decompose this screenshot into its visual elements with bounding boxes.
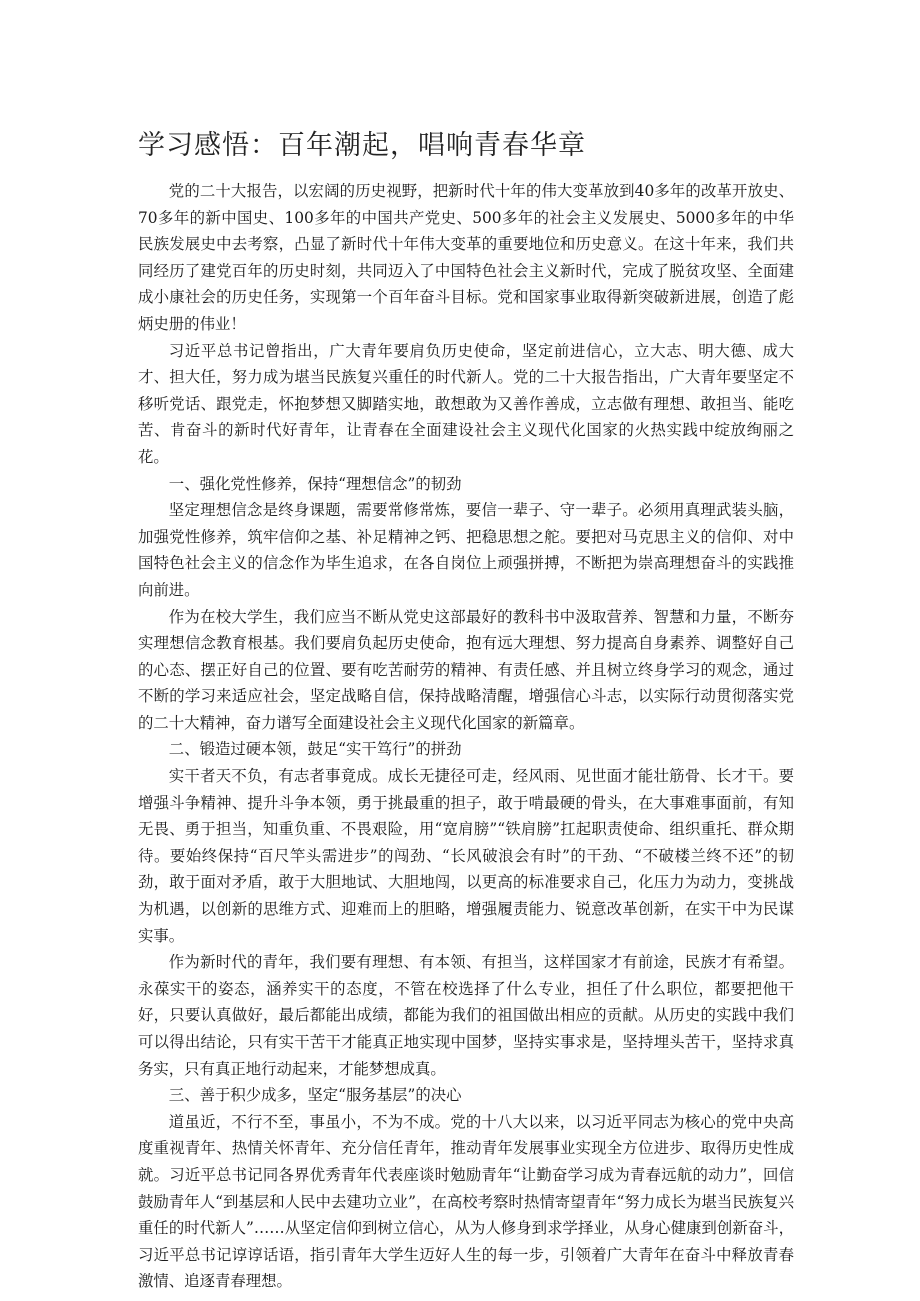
section-heading-1: 一、强化党性修养，保持“理想信念”的韧劲 [168,474,462,493]
document-title: 学习感悟：百年潮起，唱响青春华章 [138,130,586,161]
paragraph-1: 党的二十大报告，以宏阔的历史视野，把新时代十年的伟大变革放到40多年的改革开放史、70多年的新中国史、100多年的中国共产党史、500多年的社会主义发展史、5000多年的中华民族发展史中去考察，凸显了新时代十年伟大变革的重要地位和历史意义。在这十年来，我们共同经历了建党百年的历史时刻，共同迈入了中国特色社会主义新时代，完成了脱贫攻坚、全面建成小康社会的历史任务，实现第一个百年奋斗目标。党和国家事业取得新突破新进展，创造了彪炳史册的伟业！ [138,182,794,333]
section-heading-2: 二、锻造过硬本领，鼓足“实干笃行”的拼劲 [168,740,462,759]
document-page [138,124,794,1295]
paragraph-2: 习近平总书记曾指出，广大青年要肩负历史使命，坚定前进信心，立大志、明大德、成大才、担大任，努力成为堪当民族复兴重任的时代新人。党的二十大报告指出，广大青年要坚定不移听党话、跟党走，怀抱梦想又脚踏实地，敢想敢为又善作善成，立志做有理想、敢担当、能吃苦、肯奋斗的新时代好青年，让青春在全面建设社会主义现代化国家的火热实践中绽放绚丽之花。 [138,341,794,466]
section-heading-3: 三、善于积少成多，坚定“服务基层”的决心 [168,1086,462,1105]
paragraph-5: 实干者天不负，有志者事竟成。成长无捷径可走，经风雨、见世面才能壮筋骨、长才干。要增强斗争精神、提升斗争本领，勇于挑最重的担子，敢于啃最硬的骨头，在大事难事面前，有知无畏、勇于担当，知重负重、不畏艰险，用“宽肩膀”“铁肩膀”扛起职责使命、组织重托、群众期待。要始终保持“百尺竿头需进步”的闯劲、“长风破浪会有时”的干劲、“不破楼兰终不还”的韧劲，敢于面对矛盾，敢于大胆地试、大胆地闯，以更高的标准要求自己，化压力为动力，变挑战为机遇，以创新的思维方式、迎难而上的胆略，增强履责能力、锐意改革创新，在实干中为民谋实事。 [138,767,794,945]
paragraph-4: 作为在校大学生，我们应当不断从党史这部最好的教科书中汲取营养、智慧和力量，不断夯实理想信念教育根基。我们要肩负起历史使命，抱有远大理想、努力提高自身素养、调整好自己的心态、摆正好自己的位置、要有吃苦耐劳的精神、有责任感、并且树立终身学习的观念，通过不断的学习来适应社会，坚定战略自信，保持战略清醒，增强信心斗志，以实际行动贯彻落实党的二十大精神，奋力谱写全面建设社会主义现代化国家的新篇章。 [138,607,794,732]
document-body [138,178,794,1295]
paragraph-7: 道虽近，不行不至，事虽小，不为不成。党的十八大以来，以习近平同志为核心的党中央高度重视青年、热情关怀青年、充分信任青年，推动青年发展事业实现全方位进步、取得历史性成就。习近平总书记同各界优秀青年代表座谈时勉励青年“让勤奋学习成为青春远航的动力”，回信鼓励青年人“到基层和人民中去建功立业”，在高校考察时热情寄望青年“努力成长为堪当民族复兴重任的时代新人”……从坚定信仰到树立信心，从为人修身到求学择业，从身心健康到创新奋斗，习近平总书记谆谆话语，指引青年大学生迈好人生的每一步，引领着广大青年在奋斗中释放青春激情、追逐青春理想。 [138,1112,794,1291]
paragraph-6: 作为新时代的青年，我们要有理想、有本领、有担当，这样国家才有前途，民族才有希望。永葆实干的姿态，涵养实干的态度，不管在校选择了什么专业，担任了什么职位，都要把他干好，只要认真做好，最后都能出成绩，都能为我们的祖国做出相应的贡献。从历史的实践中我们可以得出结论，只有实干苦干才能真正地实现中国梦，坚持实事求是，坚持埋头苦干，坚持求真务实，只有真正地行动起来，才能梦想成真。 [138,953,794,1078]
paragraph-3: 坚定理想信念是终身课题，需要常修常炼，要信一辈子、守一辈子。必须用真理武装头脑，加强党性修养，筑牢信仰之基、补足精神之钙、把稳思想之舵。要把对马克思主义的信仰、对中国特色社会主义的信念作为毕生追求，在各自岗位上顽强拼搏，不断把为崇高理想奋斗的实践推向前进。 [138,501,794,599]
